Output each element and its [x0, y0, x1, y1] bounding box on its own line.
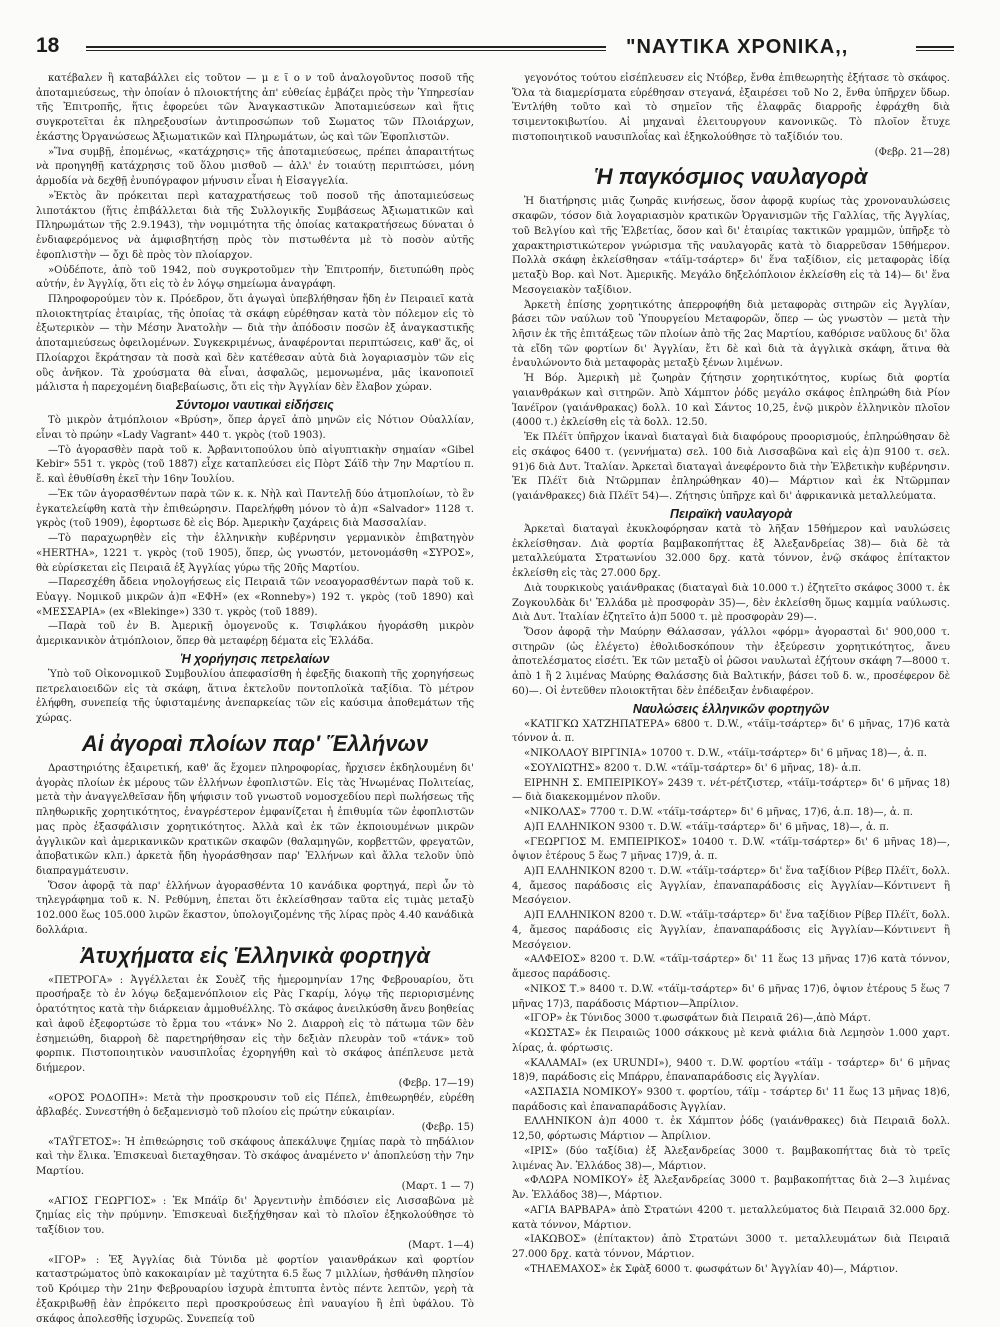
- report-date: (Φεβρ. 15): [421, 1122, 474, 1133]
- section-heading-accidents: Ἀτυχήματα εἰς Ἑλληνικὰ φορτηγὰ: [80, 942, 430, 968]
- charter-entry: «ΦΛΩΡΑ ΝΟΜΙΚΟΥ» ἐξ Ἀλεξανδρείας 3000 τ. βαμβακοπήττας διὰ 2—3 λιμένας Ἀν. Ἑλλάδος 38)—, Μάρτιον.: [512, 1175, 950, 1202]
- accident-report: «ΑΓΙΟΣ ΓΕΩΡΓΙΟΣ» : Ἐκ Μπάϊρ δι' Ἀργεντινὴν ἐπιδόσιεν εἰς Λισσαβῶνα μὲ ζημίας εἰς τὴν πρύμνην. Ἐπισκευαὶ διεξήχθησαν καὶ τὸ πλοῖον ἐξηκολούθησε τὸ ταξίδιον του.: [36, 1195, 474, 1237]
- page-header: [36, 32, 954, 66]
- accident-report: «ΤΑΫΓΕΤΟΣ»: Ἡ ἐπιθεώρησις τοῦ σκάφους ἀπεκάλυψε ζημίας παρὰ τὸ πηδάλιον καὶ τὴν ἕλικα. Ἐπισκευαὶ διεταχθησαν. Τὸ σκάφος ἀναμένετο ν' ἀποπλεύσῃ τὴν 7ην Μαρτίου.: [36, 1136, 474, 1178]
- article-paragraph: Διὰ τουρκικοὺς γαιάνθρακας (διαταγαὶ διὰ 10.000 τ.) ἐζητεῖτο σκάφος 3000 τ. ἐκ Ζογκουλδὰκ δι' Ἑλλάδα μὲ προσφορὰν 35)—, δὲν ἐκλείσθη ὅμως καμμία ναύλωσις. Διὰ Δυτ. Ἰταλίαν ἐζητεῖτο ἀ)π 5000 τ. μὲ προσφορὰν 29)—.: [512, 582, 950, 624]
- news-item: —Παρὰ τοῦ ἐν Β. Ἀμερικῇ ὁμογενοῦς κ. Τσιφλάκου ἠγοράσθη μικρὸν ἀμερικανικὸν ἀτμόπλοιον, ὅπερ θὰ μεταφέρῃ δέματα εἰς Ἑλλάδα.: [36, 621, 474, 648]
- right-column: [512, 72, 950, 1275]
- left-column: [36, 72, 474, 1325]
- charter-entry: «ΙΓΟΡ» ἐκ Τύνιδος 3000 τ.φωσφάτων διὰ Πειραιᾶ 26)—,ἀπὸ Μάρτ.: [524, 1013, 871, 1025]
- charter-entry: «ΙΑΚΩΒΟΣ» (ἐπίτακτον) ἀπὸ Στρατώνι 3000 τ. μεταλλευμάτων διὰ Πειραιᾶ 27.000 δρχ. κατὰ τόννον, Μάρτιον.: [512, 1234, 950, 1261]
- charter-entry: «ΚΑΛΑΜΑΙ» (ex URUNDI»), 9400 τ. D.W. φορτίου «τάϊμ - τσάρτερ» δι' 6 μῆνας 18)9, παράδοσις εἰς Μπάρρυ, ἐπαναπαράδοσις εἰς Ἀγγλίαν.: [512, 1057, 950, 1084]
- accident-report: «ΠΕΤΡΟΓΑ» : Ἀγγέλλεται ἐκ Σουὲζ τῆς ἡμερομηνίαν 17ης Φεβρουαρίου, ὅτι προσήραξε τὸ ἐν λόγῳ δεξαμενόπλοιον εἰς Ρὰς Γκαρίμ, λόγῳ τῆς περιορισμένης ὁρατότητος κατὰ τὴν διάρκειαν ἀμμοθυέλλης. Τὸ σκάφος ἀνειλκύσθη ἄνευ βοηθείας καὶ ἀφοῦ ἐξεφορτώσε τὸ ἔρμα του «τάνκ» Νο 2. Διαρροὴ εἰς τὸ πάτωμα τῶν δὲν ἐσημειώθη, διαρροὴ δὲ παρετηρήθησαν εἰς τὴν δεξιὰν πλευρὰν τοῦ «τάνκ» τοῦ φορπικ. Πιστοποιητικὸν ναυσιπλοΐας ἐχορηγήθη καὶ τὸ σκάφος ἀπέπλευσε μετὰ διήμερον.: [36, 974, 474, 1075]
- charter-entry: «ΑΛΦΕΙΟΣ» 8200 τ. D.W. «τάϊμ-τσάρτερ» δι' 11 ἕως 13 μῆνας 17)6 κατὰ τόννον, ἄμεσος παράδοσις.: [512, 954, 950, 981]
- report-date: (Μαρτ. 1—4): [408, 1239, 474, 1251]
- charter-entry: «ΝΙΚΟΛΑΟΥ ΒΙΡΓΙΝΙΑ» 10700 τ. D.W., «τάϊμ-τσάρτερ» δι' 6 μῆνας 18)—, ἀ. π.: [524, 748, 928, 760]
- article-paragraph: Δραστηριότης ἐξαιρετική, καθ' ἅς ἔχομεν πληροφορίας, ἤρχισεν ἐκδηλουμένη δι' ἀγορὰς πλοίων ἐκ μέρους τῶν ἑλλήνων ἐφοπλιστῶν. Εἰς τὰς Ἡνωμένας Πολιτείας, μετὰ τὴν ἀναγγελθεῖσαν ἤδη ψήφισιν τοῦ γνωστοῦ νομοσχεδίου περὶ πωλήσεως τῆς πληθωρικῆς χορητικότητος, ἐναγρέστερον ἐμφανίζεται ἡ ἐπιθυμία τῶν ἐφοπλιστῶν μας πρὸς ἐξασφάλισιν χορητικότητος. Ἀλλὰ καὶ ἐκ τῶν ἐκποιουμένων μικρῶν ἀγγλικῶν καὶ ἀμερικανικῶν κρατικῶν σκαφῶν (θαλαμηγῶν, κορβεττῶν, φρεγατῶν, ἀποβατικῶν κλπ.) ἀρκετὰ ἤδη ἠγοράσθησαν παρ' Ἑλλήνων καὶ ἄλλα τελοῦν ὑπὸ διαπραγμάτευσιν.: [36, 762, 474, 877]
- charter-entry: «ΚΑΤΙΓΚΩ ΧΑΤΖΗΠΑΤΕΡΑ» 6800 τ. D.W., «τάϊμ-τσάρτερ» δι' 6 μῆνας, 17)6 κατὰ τόννον ἀ. π.: [512, 718, 950, 745]
- header-rule-left: [86, 46, 606, 51]
- article-paragraph: Ἡ διατήρησις μιᾶς ζωηρᾶς κινήσεως, ὅσον ἀφορᾷ κυρίως τὰς χρονοναυλώσεις σκαφῶν, τόσον διὰ λογαριασμὸν κρατικῶν Ὀργανισμῶν τῆς Γαλλίας, τῆς Ἀγγλίας, τοῦ Βελγίου καὶ τῆς Ἑλβετίας, ὅσον καὶ δι' ἑταιρίας τακτικῶν γραμμῶν, ὑπῆρξε τὸ χαρακτηριστικώτερον γνώρισμα τῆς ναυλαγορᾶς κατὰ τὸ διαρρεῦσαν 15θήμερον. Πολλὰ σκάφη ἐκλείσθησαν «τάϊμ-τσάρτερ» δι' ἕνα ταξίδιον, εἰς μεταφορὰς ἰδίᾳ μεταξὺ Βορ. καὶ Νοτ. Ἀμερικῆς. Μεγάλο δηξελόπλοιον ἐκλείσθη εἰς τὰ 14)— δι' ἕνα Μεσογειακὸν ταξίδιον.: [512, 196, 950, 296]
- publication-title: "ΝΑΥΤΙΚΑ ΧΡΟΝΙΚΑ,,: [626, 36, 849, 58]
- charter-entry: «ΑΣΠΑΣΙΑ ΝΟΜΙΚΟΥ» 9300 τ. φορτίου, τάϊμ - τσάρτερ δι' 11 ἕως 13 μῆνας 18)6, παράδοσις καὶ ἐπαναπαράδοσις Ἀγγλίαν.: [512, 1087, 950, 1113]
- accident-report: «ΙΓΟΡ» : Ἐξ Ἀγγλίας διὰ Τύνιδα μὲ φορτίον γαιανθράκων καὶ φορτίον καταστρώματος ὑπὸ κακοκαιρίαν μὲ ταχύτητα 6.5 ἕως 7 μιλλίων, ἠσθάνθη πλησίον τοῦ Κρόιμερ τὴν 21ην Φεβρουαρίου ἰσχυρὰ ἐπιτυπτα ἐντὸς πέντε λεπτῶν, γερὴ τὰ ἐξακριβωθῇ ἐὰν ἐπρόκειτο περὶ προσκρούσεως ἐπὶ ναυαγίου ἢ ἐπὶ ὑφάλου. Τὸ σκάφος ἀπολεσθῆς ἰσχυρῶς. Συνεπείᾳ τοῦ: [36, 1254, 474, 1325]
- charter-entry: «ΑΓΙΑ ΒΑΡΒΑΡΑ» ἀπὸ Στρατώνι 4200 τ. μεταλλεύματος διὰ Πειραιᾶ 32.000 δρχ. κατὰ τόννον, Μάρτιον.: [512, 1204, 950, 1231]
- charter-entry: Α)Π ΕΛΛΗΝΙΚΟΝ 9300 τ. D.W. «τάϊμ-τσάρτερ» δι' 6 μῆνας, 18)—, ἀ. π.: [524, 821, 890, 833]
- article-paragraph: κατέβαλεν ἢ καταβάλλει εἰς τοῦτον — μ ε ῖ ο ν τοῦ ἀναλογοῦντος ποσοῦ τῆς ἀποταμιεύσεως, τὴν ὁποίαν ὁ πλοιοκτήτης ἀπ' εὐθείας ἐμβάζει πρὸς τὴν Ὑπηρεσίαν τῆς Ἐπιτροπῆς, ἥτις ἐφορεύει τῶν Ἀναγκαστικῶν Ἀποταμιεύσεων καὶ ἥτις συγκροτεῖται ἐκ πληρεξουσίων ἀντιπροσώπων τοῦ Σωματος τῶν Πλοιάρχων, ἑκάστης Ὀργανώσεως Ἀξιωματικῶν καὶ Πληρωμάτων, ὡς καὶ τῶν Ἐφοπλιστῶν.: [36, 73, 474, 143]
- article-paragraph: Ὑπὸ τοῦ Οἰκονομικοῦ Συμβουλίου ἀπεφασίσθη ἡ ἐφεξῆς διακοπὴ τῆς χορηγήσεως πετρελαιοειδῶν εἰς τὰ σκάφη, ἅτινα ἐκτελοῦν ποντοπλοϊκὰ ταξίδια. Τὸ μέτρον ἐλήφθη, συνεπείᾳ τῆς ὑφισταμένης ἀνεπαρκείας τῶν εἰς καύσιμα ἀποθεμάτων τῆς χώρας.: [36, 668, 474, 725]
- report-date: (Φεβρ. 21—28): [874, 146, 950, 158]
- charter-entry: «ΤΗΛΕΜΑΧΟΣ» ἐκ Σφὰξ 6000 τ. φωσφάτων δι' Ἀγγλίαν 40)—, Μάρτιον.: [524, 1263, 899, 1275]
- news-item: Τὸ μικρὸν ἀτμόπλοιον «Βρύση», ὅπερ ἀργεῖ ἀπὸ μηνῶν εἰς Νότιον Οὐαλλίαν, εἶναι τὸ πρώην «Lady Vagrant» 440 τ. γκρὸς (τοῦ 1903).: [36, 415, 474, 441]
- charter-entry: Α)Π ΕΛΛΗΝΙΚΟΝ 8200 τ. D.W. «τάϊμ-τσάρτερ» δι' ἕνα ταξίδιον Ρίβερ Πλέϊτ, δολλ. 4, ἄμεσος παράδοσις εἰς Ἀγγλίαν, ἐπαναπαράδοσις εἰς Ἀγγλίαν—Κόντινεντ ἢ Μεσόγειον.: [512, 865, 950, 907]
- charter-entry: «ΓΕΩΡΓΙΟΣ Μ. ΕΜΠΕΙΡΙΚΟΣ» 10400 τ. D.W. «τάϊμ-τσάρτερ» δι' 6 μῆνας 18)—, ὀψιον ἑτέρους 5 ἕως 7 μῆνας 17)9, ἀ. π.: [512, 836, 950, 863]
- news-item: —Παρεσχέθη ἄδεια νηολογήσεως εἰς Πειραιᾶ τῶν νεοαγορασθέντων παρὰ τοῦ κ. Εὐαγγ. Νομικοῦ μικρῶν ἀ)π «ΕΦΗ» (ex «Ronneby») 192 τ. γκρὸς (τοῦ 1890) καὶ «ΜΕΣΣΑΡΙΑ» (ex «Blekinge») 330 τ. γκρὸς (τοῦ 1889).: [36, 577, 474, 618]
- section-heading-markets: Αἱ ἀγοραὶ πλοίων παρ' Ἕλλήνων: [81, 730, 429, 756]
- report-date: (Μαρτ. 1 — 7): [401, 1180, 474, 1192]
- charter-entry: «ΝΙΚΟΛΑΣ» 7700 τ. D.W. «τάϊμ-τσάρτερ» δι' 6 μῆνας, 17)6, ἀ.π. 18)—, ἀ. π.: [524, 807, 913, 819]
- article-paragraph: »Ἵνα συμβῇ, ἑπομένως, «κατάχρησις» τῆς ἀποταμιεύσεως, πρέπει ἀπαραιτήτως νὰ προηγηθῇ κατάχρησις τοῦ ὅλου μισθοῦ — ἀλλ' ἐν τοιαύτῃ περιπτώσει, μόνη ἁρμοδία νὰ δεχθῇ ἐνυπόγραφον μήνυσιν εἶναι ἡ Εἰσαγγελία.: [36, 146, 474, 188]
- article-paragraph: Ὅσον ἀφορᾷ τὴν Μαύρην Θάλασσαν, γάλλοι «φόρμ» ἀγορασταὶ δι' 900,000 τ. σιτηρῶν (ὡς ἐλέγετο) ἐθολιδοσκόπουν τὴν ἐξεύρεσιν χορητικότητος, ἄνευ ἀποτελέσματος εἰσέτι. Ἐκ τῶν μεταξὺ οἱ ῥῶσοι ναυλωταὶ ἐζήτουν σκάφη 7—8000 τ. ἀπὸ 1 ἢ 2 λιμένας Μαύρης Θαλάσσης διὰ Βαλτικήν, βάσει τοῦ δ. w., προσέφερον δὲ 60)—. Οἱ ἐντεῦθεν πλοιοκτῆται δὲν ἐπέδειξαν ἐνδιαφέρον.: [512, 626, 950, 697]
- article-paragraph: Ἀρκετὴ ἐπίσης χορητικότης ἀπερροφήθη διὰ μεταφορὰς σιτηρῶν εἰς Ἀγγλίαν, βάσει τῶν ναύλων τοῦ Ὑπουργείου Μεταφορῶν, ὅπερ — ὡς γνωστὸν — μετὰ τὴν λῆσιν ἐκ τῆς ἐπιτάξεως τῶν πλοίων ἀπὸ τῆς 2ας Μαρτίου, καθόρισε ναῦλους δι' ὅλα τὰ εἴδη τῶν φορτίων δι' Ἀγγλίαν, ἔτι δὲ καὶ διὰ τὰ ἀγγλικὰ σκάφη, ἅτινα θὰ ἐναυλώνοντο διὰ μεταφορὰς μεταξὺ ξένων λιμένων.: [512, 299, 950, 370]
- charter-entry: «ΝΙΚΟΣ Τ.» 8400 τ. D.W. «τάϊμ-τσάρτερ» δι' 6 μῆνας 17)6, ὀψιον ἑτέρους 5 ἕως 7 μῆνας 17)3, παράδοσις Μάρτιον—Ἀπρίλιον.: [512, 983, 950, 1010]
- news-item: —Ἐκ τῶν ἀγορασθέντων παρὰ τῶν κ. κ. Νὴλ καὶ Παντελῇ δύο ἀτμοπλοίων, τὸ ἓν ἐγκατελείφθη κατὰ τὴν ἐπιθεώρησιν. Παρελήφθη μόνον τὸ ἀ)π «Salvador» 1128 τ. γκρὸς (τοῦ 1909), ἐφορτωσε δὲ εἰς Βόρ. Ἀμερικὴν ζαχάρεις διὰ Μασσαλίαν.: [36, 488, 474, 530]
- charter-entry: «ΙΡΙΣ» (δύο ταξίδια) ἐξ Ἀλεξανδρείας 3000 τ. βαμβακοπήττας διὰ τὸ τρεῖς λιμένας Ἀν. Ἑλλάδος 38)—, Μάρτιον.: [512, 1145, 950, 1172]
- section-heading-fuel: Ἡ χορήγησις πετρελαίων: [180, 651, 330, 666]
- section-heading-charters: Ναυλώσεις ἑλληνικῶν φορτηγῶν: [632, 701, 830, 716]
- page-number: 18: [36, 34, 60, 57]
- news-item: —Τὸ ἀγορασθὲν παρὰ τοῦ κ. Ἀρβανιτοπούλου ὑπὸ αἰγυπτιακὴν σημαίαν «Gibel Kebir» 551 τ. γκρὸς (τοῦ 1887) εἶχε καταπλεύσει εἰς Πὸρτ Σάϊδ τὴν 7ην Μαρτίου π. ἔ. καὶ ἐθυθίσθη ἐκεῖ τὴν 16ην Ἰουλίου.: [36, 444, 474, 486]
- charter-entry: «ΚΩΣΤΑΣ» ἐκ Πειραιῶς 1000 σάκκους μὲ κενὰ φιάλια διὰ Λεμησὸν 1.000 χαρτ. λίρας, ἀ. φόρτωσις.: [512, 1028, 950, 1054]
- article-paragraph: »Ἐκτὸς ἂν πρόκειται περὶ καταχρατήσεως τοῦ ποσοῦ τῆς ἀποταμιεύσεως λιποτάκτου (ἥτις ἐπιβάλλεται διὰ τῆς Συλλογικῆς Συμβάσεως Ἀξιωματικῶν καὶ Πληρωμάτων τῆς 2.9.1943), τὴν νομιμότητα τῆς ὁποίας κατακρατήσεως δύναται ὁ ἐνδιαφερόμενος νὰ ἀμφισβητήσῃ πρὸς τὸν πιστωθέντα μὲ τὸ ποσὸν αὐτῆς ἐφοπλιστὴν — ὄχι δὲ πρὸς τὸν πλοίαρχον.: [36, 190, 474, 261]
- article-paragraph: »Οὐδέποτε, ἀπὸ τοῦ 1942, ποὺ συγκροτοῦμεν τὴν Ἐπιτροπήν, διετυπώθη πρὸς αὐτήν, ἐν Ἀγγλίᾳ, ὅτι εἰς τὸ ἐν λόγῳ σημείωμα ἀναγράφη.: [36, 264, 474, 291]
- article-paragraph: Ὅσον ἀφορᾷ τὰ παρ' ἑλλήνων ἀγορασθέντα 10 κανάδικα φορτηγά, περὶ ὧν τὸ τηλεγράφημα τοῦ κ. Ν. Ρεθύμνη, ἐπεται ὅτι ἐκλείσθησαν ταῦτα εἰς τιμὰς μεταξὺ 102.000 ἕως 105.000 λιρῶν ἕκαστον, ὑπολογιζομένης τῆς λίρας πρὸς 4.40 κανάδικὰ δολλάρια.: [36, 880, 474, 936]
- news-item: —Τὸ παραχωρηθὲν εἰς τὴν ἑλληνικὴν κυβέρνησιν γερμανικὸν ἐπιβατηγὸν «HERTHA», 1221 τ. γκρὸς (τοῦ 1905), ὅπερ, ὡς γνωστόν, μετονομάσθη «ΣΥΡΟΣ», θὰ εὑρίσκεται εἰς Πειραιᾶ ἐξ Ἀγγλίας γύρω τῆς 20ῆς Μαρτίου.: [36, 533, 474, 574]
- section-heading-piraeus-freight: Πειραϊκὴ ναυλαγορὰ: [670, 506, 792, 521]
- article-paragraph: Ἐκ Πλέϊτ ὑπῆρχον ἱκαναὶ διαταγαὶ διὰ διαφόρους προορισμούς, ἐπληρώθησαν δὲ εἰς σκάφος 6400 τ. (γεννήματα) σελ. 100 διὰ Λισσαβῶνα καὶ εἰς ἀ)π 9100 τ. σελ. 91)6 διὰ Δυτ. Ἰταλίαν. Ἀρκεταὶ διαταγαὶ ἀνεφέροντο διὰ τὴν Ἑλβετικὴν κυβέρνησιν. Ἐκ Πλέϊτ διὰ Ντῶρμπαν ἐπληρώθηκαν 40)— Μάρτιον καὶ ἐκ Ντῶρμπαν (γαιάνθρακες) διὰ Πλέϊτ 54)—. Ζήτησις ὑπῆρχε καὶ δι' ἀφρικανικὰ μεταλλεύματα.: [512, 432, 950, 503]
- article-paragraph: Πληροφορούμεν τὸν κ. Πρόεδρον, ὅτι ἀγωγαὶ ὑπεβλήθησαν ἤδη ἐν Πειραιεῖ κατὰ πλοιοκτητρίας ἑταιρίας, τῆς ὁποίας τὰ σκάφη εὑρέθησαν κατὰ τὸν πόλεμον εἰς τὸ ἐξωτερικὸν — τὴν Μέσην Ἀνατολὴν — διὰ τὴν ἀπόδοσιν ποσῶν ἐξ ἀναγκαστικῆς ἀποταμιεύσεως ὀφειλομένων. Συγκεκριμένως, ἀναφέρονται περιπτώσεις, καθ' ἅς, οἱ Πλοίαρχοι ἔκράτησαν τὰ ποσὰ καὶ δὲν κατέθεσαν αὐτὰ διὰ λογαριασμὸν τῶν εἰς οὓς ἀνῆκον. Τὰ χρούσματα θὰ εἶναι, ἀσφαλῶς, μεμονωμένα, μᾶς ἱκανοποιεῖ μάλιστα ἡ παρεχομένη διαβεβαίωσις, ὅτι εἰς τὴν Ἀγγλίαν δὲν ἔλαβον χώραν.: [36, 294, 474, 394]
- charter-entry: ΕΛΛΗΝΙΚΟΝ ἀ)π 4000 τ. ἐκ Χάμπτον ῥόδς (γαιάνθρακες) διὰ Πειραιᾶ δολλ. 12,50, φόρτωσις Μάρτιον — Ἀπρίλιον.: [512, 1116, 950, 1143]
- accident-report: «ΟΡΟΣ ΡΟΔΟΠΗ»: Μετὰ τὴν προσκρουσιν τοῦ εἰς Πέπελ, ἐπιθεωρηθέν, εὑρέθη ἀβλαβές. Συνεστήθη ὁ δεξαμενισμὸ τοῦ πλοίου εἰς πρώτην εὐκαιρίαν.: [36, 1092, 474, 1119]
- charter-entry: «ΣΟΥΛΙΩΤΗΣ» 8200 τ. D.W. «τάϊμ-τσάρτερ» δι' 6 μῆνας, 18)- ἀ.π.: [524, 762, 862, 774]
- article-paragraph: γεγονότος τούτου εἰσέπλευσεν εἰς Ντόβερ, ἔνθα ἐπιθεωρητὴς ἐξήτασε τὸ σκάφος. Ὅλα τὰ διαμερίσματα εὑρέθησαν στεγανά, ἐξαιρέσει τοῦ Νο 2, ἔνθα ὑπῆρχεν ὕδωρ. Ἐντλήθη τοῦτο καὶ τὸ σημεῖον τῆς ἐλαφρᾶς διαρροῆς ἐφράχθη διὰ τσιμεντοκιβωτίου. Αἱ μηχαναὶ ἐλειτουργουν κανονικῶς. Τὸ πλοῖον ἔτυχε πιστοποιητικοῦ ναυσιπλοΐας καὶ ἐξηκολούθησε τὸ ταξίδιόν του.: [512, 73, 950, 143]
- charter-entry: Α)Π ΕΛΛΗΝΙΚΟΝ 8200 τ. D.W. «τάϊμ-τσάρτερ» δι' ἕνα ταξίδιον Ρίβερ Πλέϊτ, δολλ. 4, ἄμεσος παράδοσις εἰς Ἀγγλίαν, ἐπαναπαράδοσις εἰς Ἀγγλίαν—Κόντινεντ ἢ Μεσόγειον.: [512, 910, 950, 951]
- article-paragraph: Ἡ Βόρ. Ἀμερικὴ μὲ ζωηρὰν ζήτησιν χορητικότητος, κυρίως διὰ φορτία γαιανθράκων καὶ σιτηρῶν. Ἀπὸ Χάμπτον ῥόδς μεγάλο σκάφος ἐπληρώθη διὰ Ρίον Ἰανέϊρον (γαιάνθρακας) δολλ. 10 καὶ Σάντος 10,25, ἐνῷ μικρὸν ἑλληνικὸν πλοῖον (4000 τ.) ἐκλείσθη εἰς τὰ δολλ. 12.50.: [512, 373, 950, 429]
- article-paragraph: Ἀρκεταὶ διαταγαὶ ἐκυκλοφόρησαν κατὰ τὸ λῆξαν 15θήμερον καὶ ναυλώσεις ἐκλείσθησαν. Διὰ φορτία βαμβακοπήττας ἐξ Ἀλεξανδρείας 38)— διὰ δὲ τὰ μεταλλεύματα Στρατωνίου 32.000 δρχ. κατὰ τόννον, ἐνῷ σκάφος ἐπίτακτον ἐκλείσθη εἰς τὰς 27.000 δρχ.: [512, 523, 950, 580]
- charter-entry: ΕΙΡΗΝΗ Σ. ΕΜΠΕΙΡΙΚΟΥ» 2439 τ. νέτ-ρέτζιστερ, «τάϊμ-τσάρτερ» δι' 6 μῆνας 18)— διὰ διακεκομμένον πλοῦν.: [512, 777, 950, 804]
- header-rule-right: [916, 46, 954, 51]
- section-heading-world-freight: Ἡ παγκόσμιος ναυλαγορὰ: [594, 164, 868, 190]
- section-heading-short-news: Σύντομοι ναυτικαὶ εἰδήσεις: [176, 398, 334, 413]
- report-date: (Φεβρ. 17—19): [398, 1077, 474, 1089]
